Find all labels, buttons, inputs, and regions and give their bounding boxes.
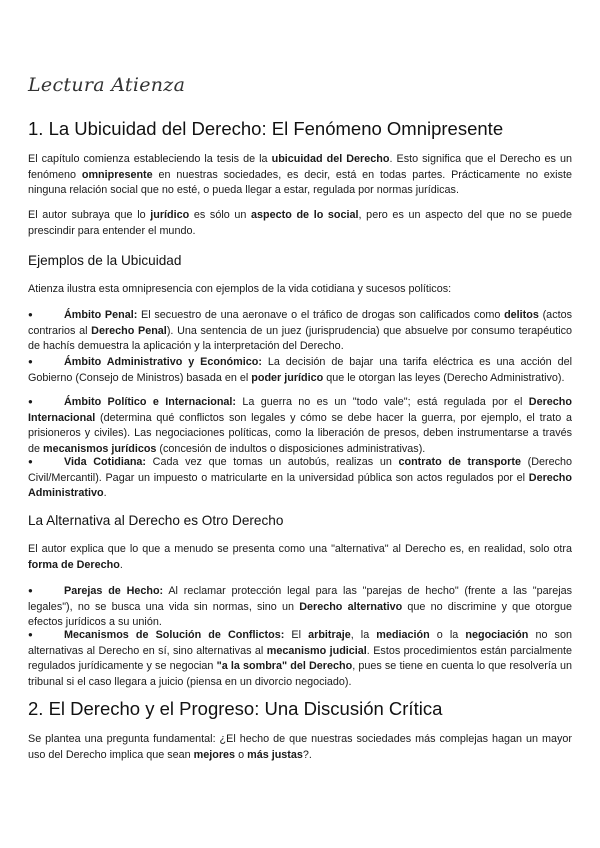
list-item — [28, 583, 572, 631]
list-item — [28, 454, 572, 502]
list-item-text: Mecanismos de Solución de Conflictos: El arbitraje, la mediación o la negociación no son alternativas al Derecho en sí, sino alternativas al mecanismo judicial. Estos procedimientos están parcialmente regulados jurídicamente y se negocian "a la sombra" del Derecho, pues se tiene en cuenta lo que resolvería un tribunal si el caso llegara a juicio (piensa en un divorcio negociado). — [28, 629, 572, 688]
bullet-icon: ● — [28, 357, 33, 366]
list-item — [28, 394, 572, 457]
list-item — [28, 307, 572, 355]
section-1-heading: 1. La Ubicuidad del Derecho: El Fenómeno Omnipresente — [28, 118, 504, 139]
bullet-icon: ● — [28, 586, 33, 595]
list-item — [28, 627, 572, 690]
list-item-text: Parejas de Hecho: Al reclamar protección legal para las "parejas de hecho" (frente a las "parejas legales"), no se busca una vida sin normas, sino un Derecho alternativo que no discrimine y que otorgue efectos jurídicos a su unión. — [28, 585, 572, 629]
list-item-text: Ámbito Administrativo y Económico: La decisión de bajar una tarifa eléctrica es una acción del Gobierno (Consejo de Ministros) basada en el poder jurídico que le otorgan las leyes (Derecho Administrativo). — [28, 356, 572, 384]
subsection-alternative-intro: El autor explica que lo que a menudo se presenta como una "alternativa" al Derecho es, en realidad, solo otra forma de Derecho. — [28, 543, 572, 571]
bullet-icon: ● — [28, 397, 33, 406]
section-2-paragraph-1: Se plantea una pregunta fundamental: ¿El hecho de que nuestras sociedades más complejas hagan un mayor uso del Derecho implica que sean mejores o más justas?. — [28, 733, 572, 761]
section-2-heading: 2. El Derecho y el Progreso: Una Discusión Crítica — [28, 698, 443, 719]
subsection-examples-heading: Ejemplos de la Ubicuidad — [28, 253, 182, 268]
bullet-icon: ● — [28, 457, 33, 466]
section-1-paragraph-1: El capítulo comienza estableciendo la tesis de la ubicuidad del Derecho. Esto significa que el Derecho es un fenómeno omnipresente en nuestras sociedades, es decir, está en todas partes. Prácticamente no existe ninguna relación social que no esté, o pueda llegar a estar, regulada por normas jurídicas. — [28, 153, 572, 197]
subsection-examples-intro: Atienza ilustra esta omnipresencia con ejemplos de la vida cotidiana y sucesos políticos: — [28, 283, 452, 295]
section-1-paragraph-2: El autor subraya que lo jurídico es sólo un aspecto de lo social, pero es un aspecto del que no se puede prescindir para entender el mundo. — [28, 209, 572, 237]
bullet-icon: ● — [28, 630, 33, 639]
subsection-alternative-heading: La Alternativa al Derecho es Otro Derecho — [28, 513, 284, 528]
list-item-text: Ámbito Político e Internacional: La guerra no es un "todo vale"; está regulada por el Derecho Internacional (determina qué conflictos son legales y cómo se debe hacer la guerra, por ejemplo, el trato a prisioneros y civiles). Las negociaciones políticas, como la liberación de presos, deben instrumentarse a través de mecanismos jurídicos (concesión de indultos o disposiciones administrativas). — [28, 396, 572, 455]
list-item-text: Vida Cotidiana: Cada vez que tomas un autobús, realizas un contrato de transporte (Derecho Civil/Mercantil). Pagar un impuesto o matricularte en la universidad pública son actos regulados por el Derecho Administrativo. — [28, 456, 573, 500]
list-item-text: Ámbito Penal: El secuestro de una aeronave o el tráfico de drogas son calificados como delitos (actos contrarios al Derecho Penal). Una sentencia de un juez (jurisprudencia) que absuelve por consumo terapéutico de hachís demuestra la aplicación y la interpretación del Derecho. — [28, 309, 572, 353]
document-title: Lectura Atienza — [28, 74, 186, 96]
list-item — [28, 354, 572, 386]
bullet-icon: ● — [28, 310, 33, 319]
